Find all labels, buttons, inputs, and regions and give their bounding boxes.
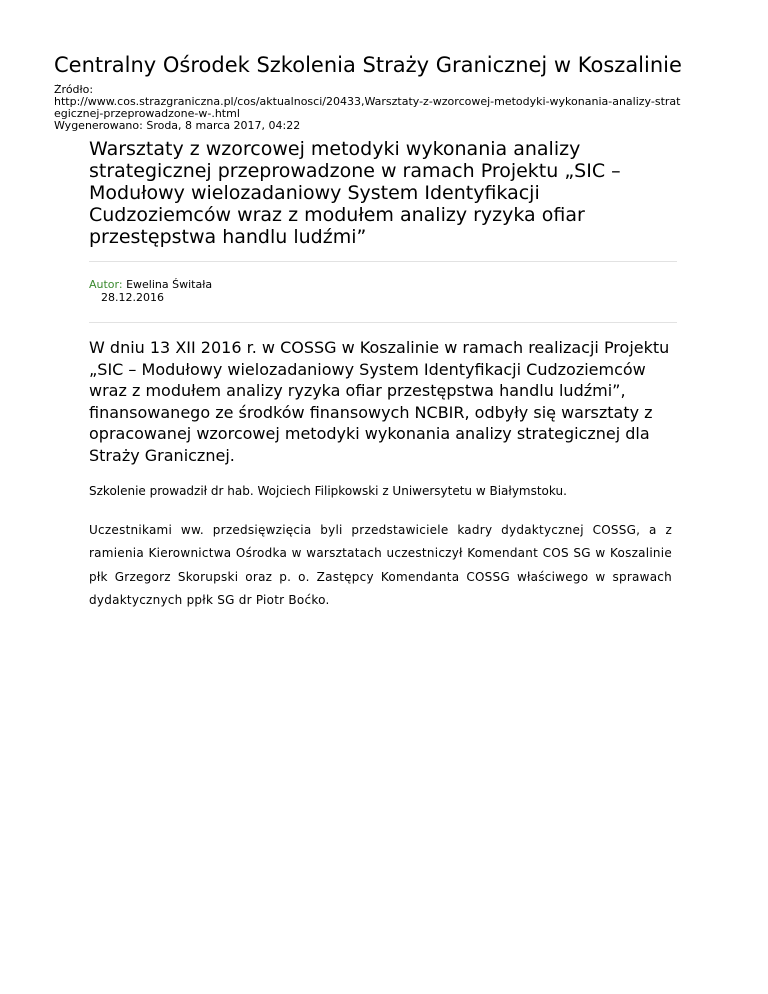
author-block [89,278,679,304]
source-url-line-1: http://www.cos.strazgraniczna.pl/cos/aktualnosci/20433,Warsztaty-z-wzorcowej-metodyki-wykonania-analizy-strat [54,96,681,108]
author-label: Autor: [89,278,123,291]
article-date: 28.12.2016 [101,291,164,304]
source-url-line-2: egicznej-przeprowadzone-w-.html [54,108,240,120]
title-divider [89,261,677,262]
article [89,138,679,625]
generated-timestamp: Wygenerowano: Środa, 8 marca 2017, 04:22 [54,120,301,132]
site-title: Centralny Ośrodek Szkolenia Straży Granicznej w Koszalinie [54,53,682,77]
print-metadata [54,84,724,132]
meta-divider [89,322,677,323]
author-line [89,278,679,291]
article-lead: W dniu 13 XII 2016 r. w COSSG w Koszalinie w ramach realizacji Projektu „SIC – Modułowy wielozadaniowy System Identyfikacji Cudzoziemców wraz z modułem analizy ryzyka ofiar przestępstwa handlu ludźmi”, finansowanego ze środków finansowych NCBIR, odbyły się warsztaty z opracowanej wzorcowej metodyki wykonania analizy strategicznej dla Straży Granicznej. [89,338,670,465]
source-label: Źródło: [54,84,94,96]
article-title: Warsztaty z wzorcowej metodyki wykonania analizy strategicznej przeprowadzone w ramach Projektu „SIC – Modułowy wielozadaniowy System Identyfikacji Cudzoziemców wraz z modułem analizy ryzyka ofiar przestępstwa handlu ludźmi” [89,138,621,248]
article-paragraph-1: Szkolenie prowadził dr hab. Wojciech Filipkowski z Uniwersytetu w Białymstoku. [89,484,567,498]
article-paragraph-2: Uczestnikami ww. przedsięwzięcia byli przedstawiciele kadry dydaktycznej COSSG, a z ramienia Kierownictwa Ośrodka w warsztatach uczestniczył Komendant COS SG w Koszalinie płk Grzegorz Skorupski oraz p. o. Zastępcy Komendanta COSSG właściwego w sprawach dydaktycznych ppłk SG dr Piotr Boćko. [89,522,672,607]
author-name: Ewelina Świtała [126,278,213,291]
